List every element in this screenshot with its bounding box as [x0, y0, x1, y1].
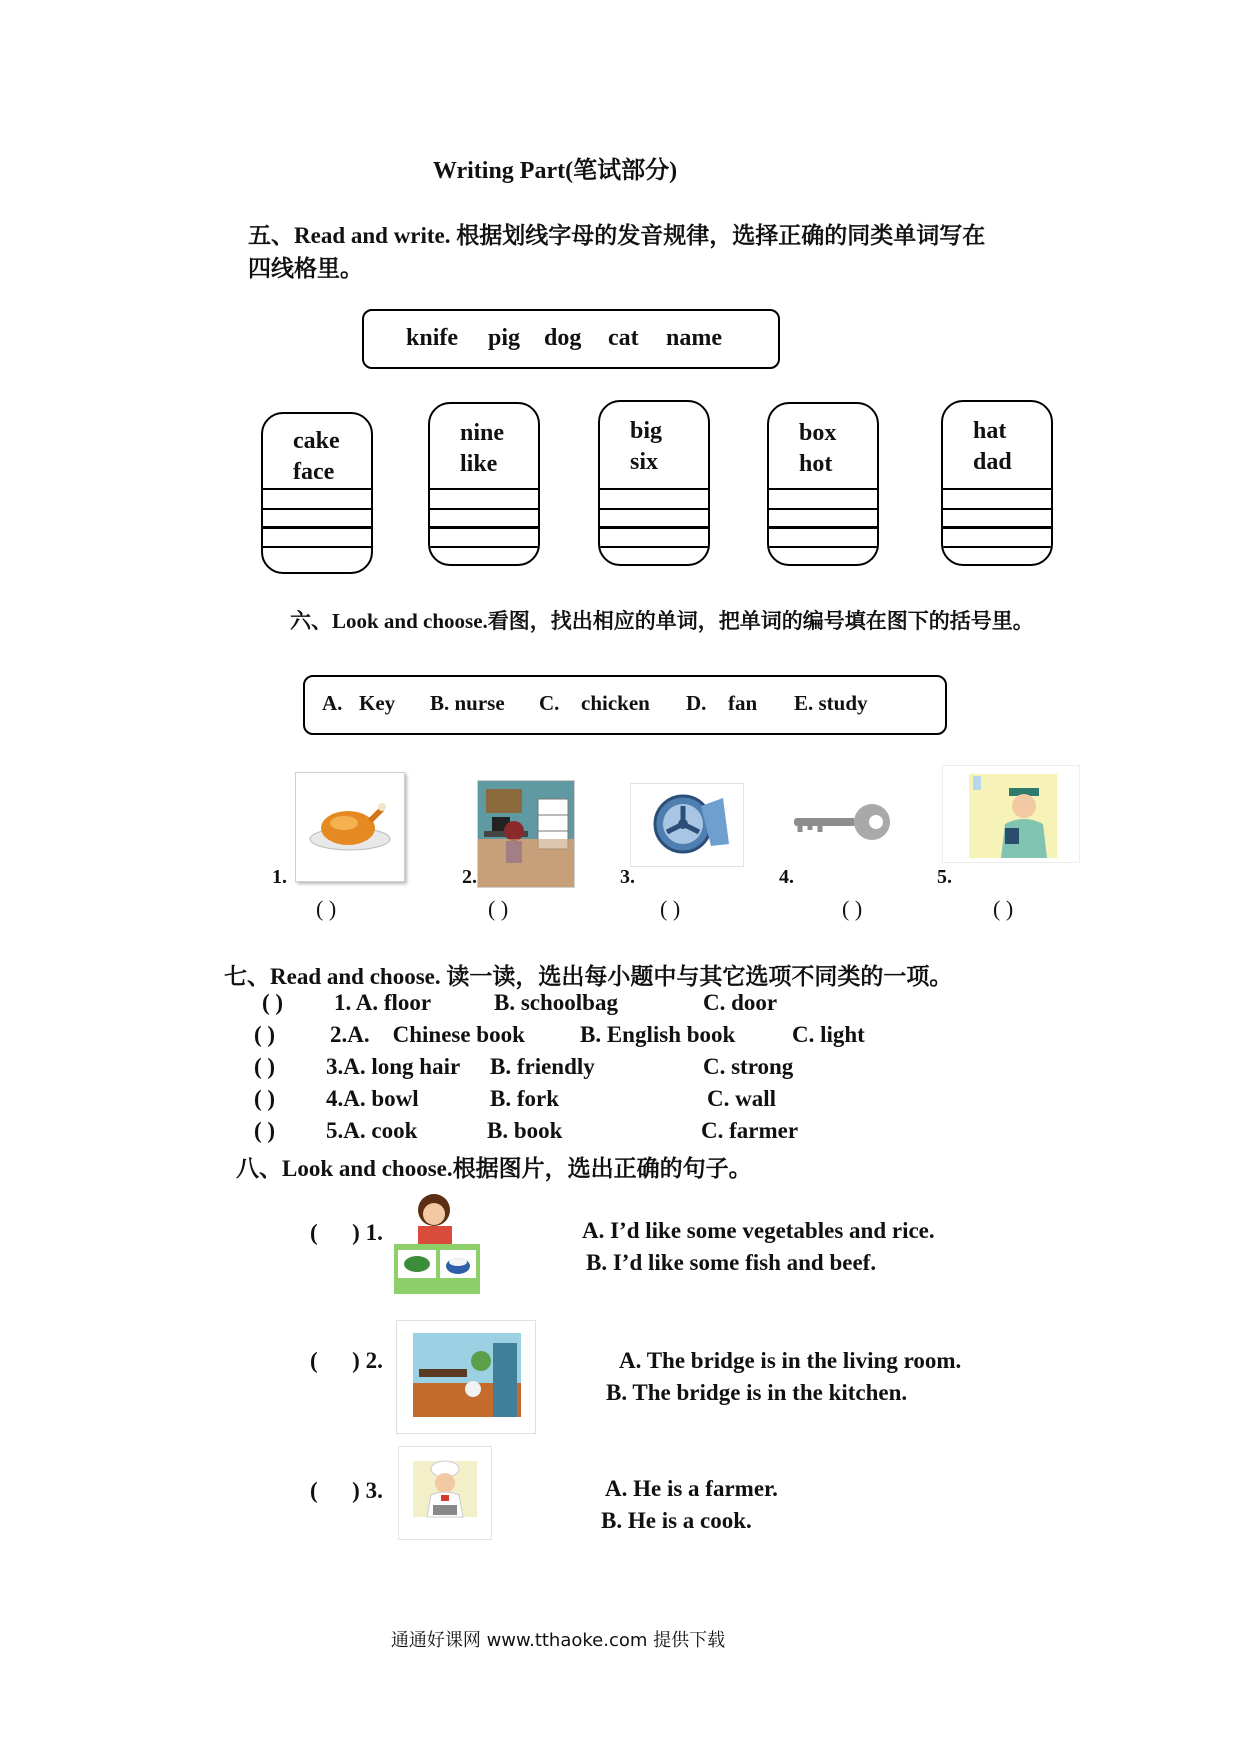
card-word: big	[630, 418, 663, 444]
option-c: C. wall	[707, 1086, 776, 1111]
card-word: like	[460, 451, 498, 477]
word-bank-item: dog	[544, 325, 582, 351]
option-a: 5.A. cook	[326, 1118, 418, 1143]
fan-icon	[630, 783, 744, 867]
option-c: C. strong	[703, 1054, 794, 1079]
word-bank-item: name	[666, 325, 722, 351]
kitchen-icon	[396, 1320, 536, 1434]
writing-line	[943, 508, 1051, 510]
option-b: B. I’d like some fish and beef.	[586, 1250, 877, 1275]
word-card-1	[261, 412, 373, 574]
writing-line	[263, 488, 371, 490]
answer-blank[interactable]: ( )	[262, 990, 284, 1015]
option-letter: C.	[539, 691, 560, 715]
option-a: A. He is a farmer.	[605, 1476, 778, 1501]
option-b: B. book	[487, 1118, 563, 1143]
answer-blank[interactable]: ( )	[660, 896, 681, 921]
writing-line	[600, 526, 708, 529]
answer-blank[interactable]: ( )	[254, 1118, 276, 1143]
option-word: Key	[359, 691, 396, 715]
writing-line	[769, 488, 877, 490]
option-a: 1. A. floor	[334, 990, 432, 1015]
section5-heading: 五、Read and write. 根据划线字母的发音规律，选择正确的同类单词写在	[248, 223, 986, 248]
word-card-4	[767, 402, 879, 566]
section5-word-bank	[362, 309, 780, 369]
option-word: fan	[728, 691, 758, 715]
girl-with-food-icon	[394, 1188, 480, 1294]
nurse-icon	[942, 765, 1080, 863]
answer-blank[interactable]: ( )	[993, 896, 1014, 921]
answer-blank[interactable]: ( )	[254, 1054, 276, 1079]
writing-line	[430, 546, 538, 548]
option-a: A. The bridge is in the living room.	[619, 1348, 962, 1373]
chef-icon	[398, 1446, 492, 1540]
answer-blank[interactable]: ( )	[254, 1022, 276, 1047]
question-label[interactable]: ( ) 3.	[310, 1478, 383, 1503]
option-a: A. I’d like some vegetables and rice.	[582, 1218, 935, 1243]
card-word: six	[630, 449, 659, 475]
card-word: box	[799, 420, 837, 446]
footer-text: 通通好课网 www.tthaoke.com 提供下载	[390, 1630, 726, 1651]
section5-heading-cont: 四线格里。	[248, 256, 363, 281]
word-card-3	[598, 400, 710, 566]
option-letter: D.	[686, 691, 707, 715]
card-word: dad	[973, 449, 1012, 475]
word-card-5	[941, 400, 1053, 566]
option-a: 2.A. Chinese book	[330, 1022, 525, 1047]
option-c: C. farmer	[701, 1118, 799, 1143]
item-number: 1.	[272, 866, 287, 888]
writing-line	[263, 508, 371, 510]
item-number: 4.	[779, 866, 794, 888]
word-bank-item: pig	[488, 325, 521, 351]
question-label[interactable]: ( ) 2.	[310, 1348, 383, 1373]
section8-heading: 八、Look and choose.根据图片，选出正确的句子。	[236, 1156, 752, 1181]
option-b: B. The bridge is in the kitchen.	[606, 1380, 908, 1405]
card-word: hat	[973, 418, 1007, 444]
question-label[interactable]: ( ) 1.	[310, 1220, 383, 1245]
option-a: 4.A. bowl	[326, 1086, 419, 1111]
option-b: B. He is a cook.	[601, 1508, 752, 1533]
writing-line	[769, 508, 877, 510]
answer-blank[interactable]: ( )	[316, 896, 337, 921]
answer-blank[interactable]: ( )	[254, 1086, 276, 1111]
answer-blank[interactable]: ( )	[842, 896, 863, 921]
card-word: cake	[293, 428, 340, 454]
option-b: B. fork	[490, 1086, 559, 1111]
card-word: hot	[799, 451, 833, 477]
key-icon	[790, 800, 900, 844]
writing-line	[943, 526, 1051, 529]
word-bank-item: knife	[406, 325, 459, 351]
item-number: 3.	[620, 866, 635, 888]
word-card-2	[428, 402, 540, 566]
writing-line	[430, 508, 538, 510]
writing-line	[769, 526, 877, 529]
writing-line	[600, 508, 708, 510]
item-number: 5.	[937, 866, 952, 888]
section6-word-bank	[303, 675, 947, 735]
writing-line	[600, 546, 708, 548]
writing-line	[430, 488, 538, 490]
card-word: face	[293, 459, 335, 485]
page-title: Writing Part(笔试部分)	[432, 158, 678, 184]
option-item: E. study	[794, 691, 868, 715]
card-word: nine	[460, 420, 505, 446]
writing-line	[769, 546, 877, 548]
writing-line	[943, 546, 1051, 548]
answer-blank[interactable]: ( )	[488, 896, 509, 921]
option-letter: A.	[322, 691, 343, 715]
study-room-icon	[477, 780, 575, 888]
option-word: chicken	[581, 691, 650, 715]
writing-line	[943, 488, 1051, 490]
section7-heading: 七、Read and choose. 读一读，选出每小题中与其它选项不同类的一项。	[224, 964, 953, 989]
word-bank-item: cat	[608, 325, 639, 351]
writing-line	[263, 526, 371, 529]
option-item: B. nurse	[430, 691, 505, 715]
option-c: C. light	[792, 1022, 865, 1047]
writing-line	[600, 488, 708, 490]
option-a: 3.A. long hair	[326, 1054, 461, 1079]
option-b: B. friendly	[490, 1054, 595, 1079]
item-number: 2.	[462, 866, 477, 888]
option-c: C. door	[703, 990, 778, 1015]
option-b: B. English book	[580, 1022, 736, 1047]
writing-line	[263, 546, 371, 548]
writing-line	[430, 526, 538, 529]
section6-heading: 六、Look and choose.看图，找出相应的单词，把单词的编号填在图下的括号里。	[290, 609, 1034, 633]
roast-chicken-icon	[295, 772, 405, 882]
option-b: B. schoolbag	[494, 990, 618, 1015]
